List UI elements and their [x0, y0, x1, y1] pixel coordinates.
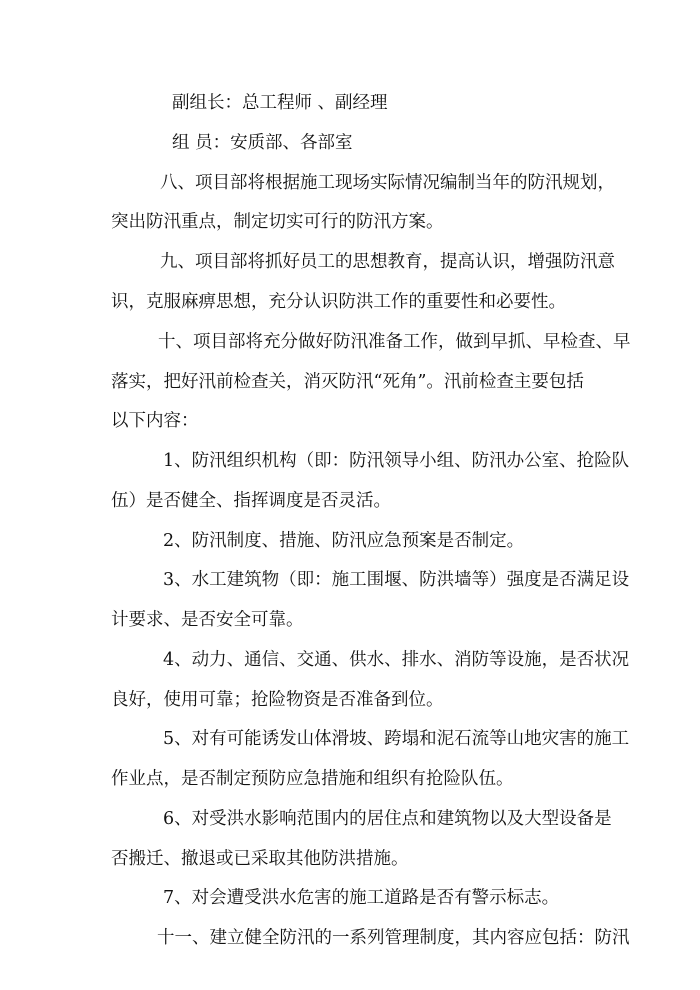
text-line-subitem-1: 1、防汛组织机构（即：防汛领导小组、防汛办公室、抢险队 [163, 451, 630, 471]
text-line-subitem-6: 6、对受洪水影响范围内的居住点和建筑物以及大型设备是 [163, 809, 612, 829]
text-line-subitem-1-cont: 伍）是否健全、指挥调度是否灵活。 [111, 491, 391, 511]
text-line-subitem-5: 5、对有可能诱发山体滑坡、跨塌和泥石流等山地灾害的施工 [163, 729, 630, 749]
text-line-item-10-cont-1: 落实，把好汛前检查关，消灭防汛“死角”。汛前检查主要包括 [111, 372, 584, 392]
text-line-members: 组 员：安质部、各部室 [172, 133, 353, 153]
text-line-item-8: 八、项目部将根据施工现场实际情况编制当年的防汛规划， [160, 173, 615, 193]
text-line-item-9: 九、项目部将抓好员工的思想教育，提高认识，增强防汛意 [160, 252, 615, 272]
text-line-subitem-7: 7、对会遭受洪水危害的施工道路是否有警示标志。 [163, 888, 560, 908]
text-line-item-9-cont: 识，克服麻痹思想，充分认识防洪工作的重要性和必要性。 [111, 292, 566, 312]
text-line-subitem-6-cont: 否搬迁、撤退或已采取其他防洪措施。 [111, 849, 409, 869]
text-line-item-11: 十一、建立健全防汛的一系列管理制度，其内容应包括：防汛 [157, 928, 630, 948]
text-line-item-8-cont: 突出防汛重点，制定切实可行的防汛方案。 [111, 212, 444, 232]
text-line-subitem-4-cont: 良好，使用可靠；抢险物资是否准备到位。 [111, 690, 444, 710]
text-line-subitem-4: 4、动力、通信、交通、供水、排水、消防等设施，是否状况 [163, 650, 630, 670]
text-line-item-10-cont-2: 以下内容： [111, 411, 199, 431]
text-line-subitem-2: 2、防汛制度、措施、防汛应急预案是否制定。 [163, 531, 525, 551]
text-line-deputy-leader: 副组长：总工程师 、副经理 [172, 93, 388, 113]
text-line-subitem-5-cont: 作业点，是否制定预防应急措施和组织有抢险队伍。 [111, 769, 514, 789]
text-line-item-10: 十、项目部将充分做好防汛准备工作，做到早抓、早检查、早 [158, 332, 631, 352]
text-line-subitem-3-cont: 计要求、是否安全可靠。 [111, 610, 304, 630]
text-line-subitem-3: 3、水工建筑物（即：施工围堰、防洪墙等）强度是否满足设 [163, 570, 630, 590]
